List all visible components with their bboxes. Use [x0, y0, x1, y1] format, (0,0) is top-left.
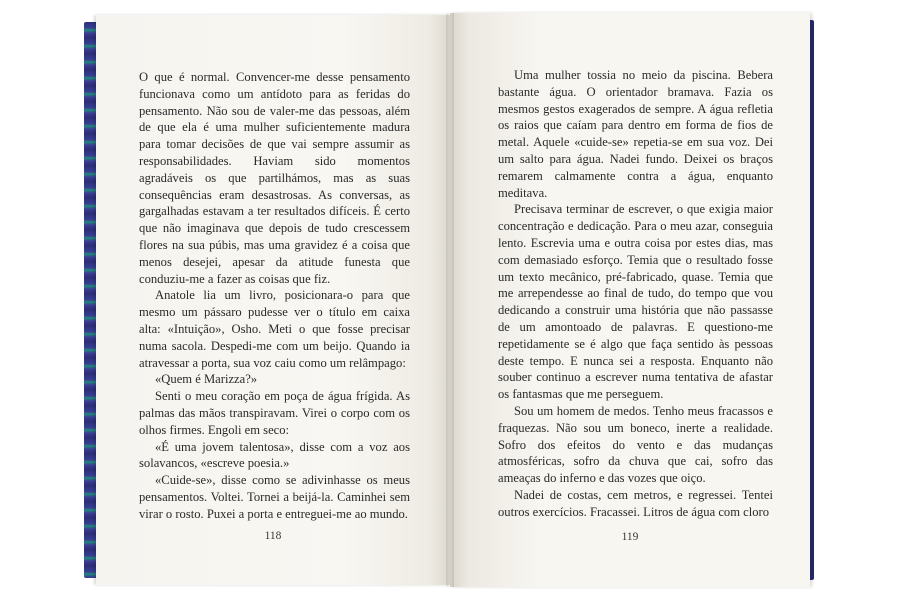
paragraph: Sou um homem de medos. Tenho meus fracassos e fraquezas. Não sou um boneco, inerte a realidade. Sofro dos efeitos do vento e das mudanças atmosféricas, sofro da chuva que cai, sofro das ameaças do inferno e das vozes que oiço. [498, 403, 773, 486]
right-page [450, 13, 810, 587]
book-gutter [446, 13, 454, 587]
paragraph: «É uma jovem talentosa», disse com a voz aos solavancos, «escreve poesia.» [139, 439, 410, 471]
paragraph: Anatole lia um livro, posicionara-o para que mesmo um pássaro pudesse ver o título em caixa alta: «Intuição», Osho. Meti o que fosse precisar numa sacola. Despedi-me com um beijo. Quando ia atravessar a porta, sua voz caiu como um relâmpago: [139, 288, 410, 370]
paragraph: «Quem é Marizza?» [155, 372, 258, 387]
paragraph: Precisava terminar de escrever, o que exigia maior concentração e dedicação. Para o meu azar, conseguia lento. Escrevia uma e outra coisa por estes dias, mas com demasiado esforço. Temia que o resultado fosse um texto mecânico, pré-fabricado, quase. Temia que me arrependesse ao final de tudo, do tempo que vou dedicando a construir uma história que não passasse de um amontoado de palavras. E questiono-me repetidamente se é algo que faça sentido às pessoas deste tempo. E nunca sei a resposta. Enquanto não souber continuo a escrever numa tentativa de afastar os fantasmas que me perseguem. [498, 202, 773, 402]
left-page [96, 15, 450, 585]
paragraph: «Cuide-se», disse como se adivinhasse os meus pensamentos. Voltei. Tornei a beijá-la. Caminhei sem virar o rosto. Puxei a porta e entreguei-me ao mundo. [139, 473, 410, 521]
paragraph: Senti o meu coração em poça de água frígida. As palmas das mãos transpiravam. Virei o corpo com os olhos firmes. Engoli em seco: [139, 389, 410, 437]
right-page-text [498, 67, 773, 521]
paragraph: O que é normal. Convencer-me desse pensamento funcionava como um antídoto para as feridas do pensamento. Não sou de valer-me das pessoas, além de que ela é uma mulher suficientemente madura para tomar decisões de que vai sempre assumir as responsabilidades. Haviam sido momentos agradáveis os que partilhámos, mas as suas consequências eram desastrosas. As conversas, as gargalhadas estavam a ter resultados difíceis. É certo que não imaginava que depois de tudo crescessem flores na sua púbis, mas uma gravidez é a coisa que menos desejei, apesar da atitude funesta que conduziu-me a fazer as coisas que fiz. [139, 70, 410, 286]
paragraph: Uma mulher tossia no meio da piscina. Bebera bastante água. O orientador bramava. Fazia os mesmos gestos exagerados de sempre. A água refletia os raios que caíam para dentro em forma de fios de metal. Aquele «cuide-se» repetia-se em sua voz. Dei um salto para água. Nadei fundo. Deixei os braços remarem calmamente contra a água, enquanto meditava. [498, 68, 773, 200]
page-number: 119 [621, 531, 639, 543]
page-number: 118 [264, 530, 282, 542]
left-page-text [139, 69, 410, 523]
paragraph: Nadei de costas, cem metros, e regressei. Tentei outros exercícios. Fracassei. Litros de água com cloro [498, 487, 773, 519]
